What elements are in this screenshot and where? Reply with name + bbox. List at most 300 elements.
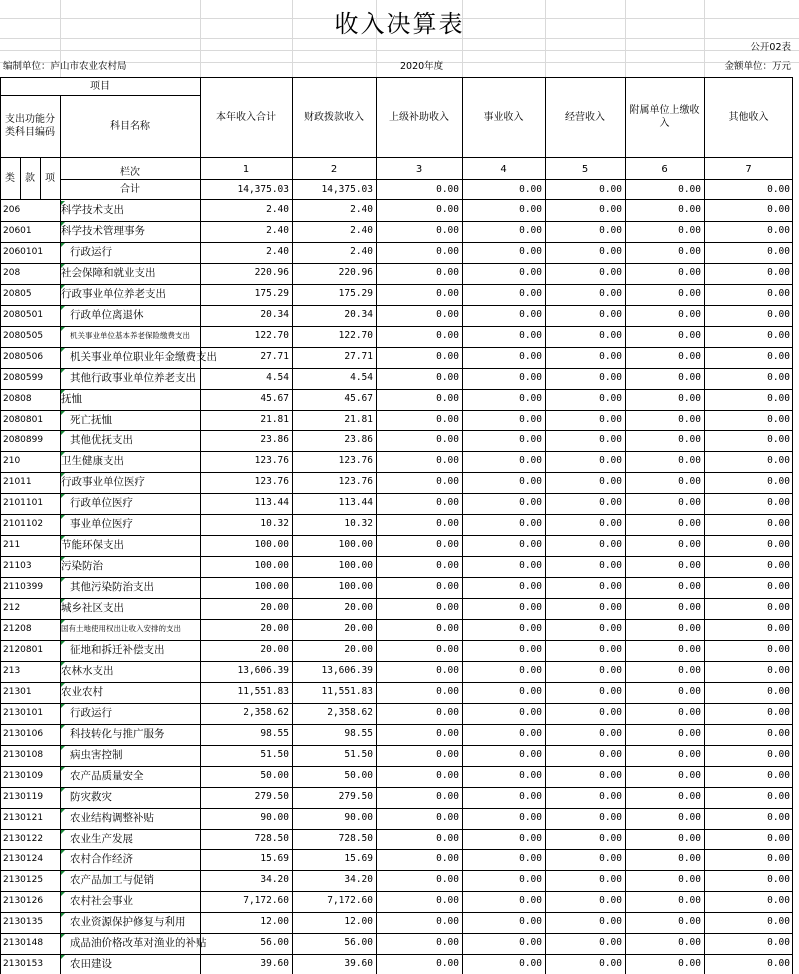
cell-note-marker (61, 327, 65, 331)
row-value-col-6: 0.00 (678, 602, 701, 614)
row-subject-name: 卫生健康支出 (61, 455, 124, 468)
row-value-col-5: 0.00 (599, 476, 622, 488)
row-value-col-1: 10.32 (260, 518, 289, 530)
cell-note-marker (61, 306, 65, 310)
row-value-col-2: 13,606.39 (321, 664, 373, 676)
amount-unit: 金额单位：万元 (724, 61, 791, 72)
row-value-col-7: 0.00 (767, 832, 790, 844)
row-value-col-4: 0.00 (519, 643, 542, 655)
row-value-col-3: 0.00 (436, 937, 459, 949)
row-subject-name: 农产品质量安全 (70, 769, 144, 782)
cell-note-marker (61, 201, 65, 205)
row-value-col-6: 0.00 (678, 455, 701, 467)
row-value-col-1: 27.71 (260, 350, 289, 362)
row-value-col-1: 100.00 (254, 539, 289, 551)
row-subject-name: 行政事业单位养老支出 (61, 287, 166, 300)
row-code: 2130108 (3, 749, 44, 760)
row-value-col-5: 0.00 (599, 497, 622, 509)
row-value-col-6: 0.00 (678, 497, 701, 509)
row-value-col-3: 0.00 (436, 371, 459, 383)
row-value-col-3: 0.00 (436, 245, 459, 257)
row-value-col-7: 0.00 (767, 392, 790, 404)
row-value-col-5: 0.00 (599, 769, 622, 781)
row-code: 2101101 (3, 498, 44, 509)
row-value-col-3: 0.00 (436, 455, 459, 467)
row-value-col-7: 0.00 (767, 560, 790, 572)
row-value-col-6: 0.00 (678, 560, 701, 572)
row-value-col-1: 100.00 (254, 560, 289, 572)
row-subject-name: 事业单位医疗 (70, 518, 133, 531)
row-value-col-5: 0.00 (599, 916, 622, 928)
row-value-col-5: 0.00 (599, 832, 622, 844)
row-subject-name: 科学技术支出 (61, 204, 124, 216)
row-value-col-3: 0.00 (436, 539, 459, 551)
row-value-col-1: 220.96 (254, 266, 289, 278)
row-value-col-1: 113.44 (254, 497, 289, 509)
col-header-affiliated-remittance: 附属单位上缴收入 (629, 105, 700, 129)
row-value-col-7: 0.00 (767, 413, 790, 425)
row-value-col-5: 0.00 (599, 224, 622, 236)
row-value-col-6: 0.00 (678, 308, 701, 320)
row-value-col-1: 2.40 (266, 245, 289, 257)
row-value-col-5: 0.00 (599, 560, 622, 572)
row-value-col-4: 0.00 (519, 204, 542, 215)
row-value-col-5: 0.00 (599, 455, 622, 467)
cell-note-marker (61, 830, 65, 834)
row-value-col-2: 279.50 (338, 790, 373, 802)
row-code: 2130125 (3, 875, 44, 886)
row-value-col-5: 0.00 (599, 790, 622, 802)
row-value-col-1: 39.60 (260, 958, 289, 970)
row-value-col-2: 123.76 (338, 476, 373, 488)
row-subject-name: 社会保障和就业支出 (61, 266, 156, 279)
row-value-col-2: 123.76 (338, 455, 373, 467)
row-value-col-7: 0.00 (767, 958, 790, 970)
reporting-unit: 编制单位：庐山市农业农村局 (3, 61, 127, 72)
row-value-col-3: 0.00 (436, 874, 459, 886)
row-subject-name: 农产品加工与促销 (70, 874, 154, 887)
cell-note-marker (61, 788, 65, 792)
row-value-col-4: 0.00 (519, 916, 542, 928)
row-value-col-4: 0.00 (519, 392, 542, 404)
row-value-col-4: 0.00 (519, 811, 542, 823)
row-value-col-5: 0.00 (599, 685, 622, 697)
row-value-col-5: 0.00 (599, 329, 622, 341)
row-value-col-7: 0.00 (767, 706, 790, 718)
row-value-col-4: 0.00 (519, 476, 542, 488)
row-value-col-1: 122.70 (254, 329, 289, 341)
row-value-col-4: 0.00 (519, 497, 542, 509)
cell-note-marker (61, 243, 65, 247)
row-value-col-3: 0.00 (436, 727, 459, 739)
row-value-col-2: 21.81 (344, 413, 373, 425)
row-value-col-1: 90.00 (260, 811, 289, 823)
row-code: 2130126 (3, 896, 44, 907)
row-subject-name: 行政运行 (70, 706, 112, 719)
row-value-col-3: 0.00 (436, 916, 459, 928)
row-value-col-7: 0.00 (767, 727, 790, 739)
cell-note-marker (61, 620, 65, 624)
row-value-col-1: 11,551.83 (237, 685, 289, 697)
row-value-col-5: 0.00 (599, 266, 622, 278)
row-value-col-2: 175.29 (338, 287, 373, 299)
row-value-col-7: 0.00 (767, 434, 790, 446)
cell-note-marker (61, 222, 65, 226)
row-value-col-1: 20.00 (260, 602, 289, 614)
report-title: 收入决算表 (334, 10, 465, 38)
row-subject-name: 行政单位医疗 (70, 497, 133, 510)
row-value-col-2: 45.67 (344, 392, 373, 404)
row-value-col-4: 0.00 (519, 832, 542, 844)
row-value-col-3: 0.00 (436, 602, 459, 614)
cell-note-marker (61, 892, 65, 896)
row-value-col-1: 12.00 (260, 916, 289, 928)
row-value-col-6: 0.00 (678, 958, 701, 970)
cell-note-marker (61, 264, 65, 268)
row-value-col-1: 279.50 (254, 790, 289, 802)
row-value-col-6: 0.00 (678, 539, 701, 551)
header-item-level: 项 (45, 172, 55, 184)
row-value-col-4: 0.00 (519, 266, 542, 278)
row-value-col-3: 0.00 (436, 790, 459, 802)
row-value-col-1: 50.00 (260, 769, 289, 781)
row-value-col-3: 0.00 (436, 664, 459, 676)
row-value-col-6: 0.00 (678, 832, 701, 844)
row-value-col-6: 0.00 (678, 204, 701, 215)
row-value-col-5: 0.00 (599, 308, 622, 320)
income-table (0, 77, 793, 971)
row-value-col-5: 0.00 (599, 245, 622, 257)
row-value-col-4: 0.00 (519, 706, 542, 718)
row-value-col-2: 23.86 (344, 434, 373, 446)
row-code: 208 (3, 267, 21, 278)
row-value-col-2: 56.00 (344, 937, 373, 949)
row-value-col-1: 4.54 (266, 371, 289, 383)
row-subject-name: 行政事业单位医疗 (61, 476, 145, 489)
row-value-col-5: 0.00 (599, 664, 622, 676)
cell-note-marker (61, 641, 65, 645)
row-value-col-4: 0.00 (519, 518, 542, 530)
row-value-col-4: 0.00 (519, 329, 542, 341)
row-value-col-7: 0.00 (767, 308, 790, 320)
row-value-col-4: 0.00 (519, 602, 542, 614)
row-value-col-6: 0.00 (678, 413, 701, 425)
row-value-col-6: 0.00 (678, 853, 701, 865)
total-value-col-1: 14,375.03 (237, 184, 289, 195)
row-value-col-3: 0.00 (436, 308, 459, 320)
row-value-col-5: 0.00 (599, 539, 622, 551)
row-value-col-3: 0.00 (436, 560, 459, 572)
row-value-col-5: 0.00 (599, 204, 622, 215)
row-code: 2130119 (3, 791, 44, 802)
row-value-col-3: 0.00 (436, 623, 459, 634)
row-value-col-7: 0.00 (767, 748, 790, 760)
row-code: 21301 (3, 686, 32, 697)
row-value-col-5: 0.00 (599, 811, 622, 823)
row-value-col-4: 0.00 (519, 308, 542, 320)
row-value-col-3: 0.00 (436, 643, 459, 655)
row-value-col-2: 51.50 (344, 748, 373, 760)
row-value-col-7: 0.00 (767, 518, 790, 530)
row-value-col-7: 0.00 (767, 811, 790, 823)
total-value-col-4: 0.00 (519, 184, 542, 195)
row-value-col-5: 0.00 (599, 287, 622, 299)
row-code: 2130153 (3, 959, 44, 970)
row-value-col-6: 0.00 (678, 685, 701, 697)
row-value-col-7: 0.00 (767, 643, 790, 655)
row-value-col-6: 0.00 (678, 329, 701, 341)
row-value-col-1: 123.76 (254, 455, 289, 467)
cell-note-marker (61, 557, 65, 561)
cell-note-marker (61, 662, 65, 666)
row-value-col-2: 100.00 (338, 560, 373, 572)
row-code: 2080899 (3, 435, 44, 446)
cell-note-marker (61, 934, 65, 938)
row-value-col-4: 0.00 (519, 790, 542, 802)
row-value-col-2: 113.44 (338, 497, 373, 509)
row-value-col-1: 51.50 (260, 748, 289, 760)
row-value-col-6: 0.00 (678, 224, 701, 236)
total-value-col-5: 0.00 (599, 184, 622, 195)
row-value-col-5: 0.00 (599, 937, 622, 949)
row-code: 2130109 (3, 770, 44, 781)
row-value-col-1: 13,606.39 (237, 664, 289, 676)
col-number-3: 3 (415, 163, 423, 175)
row-value-col-1: 2.40 (266, 204, 289, 215)
cell-note-marker (61, 704, 65, 708)
header-function-code: 支出功能分类科目编码 (5, 114, 55, 138)
row-value-col-2: 50.00 (344, 769, 373, 781)
row-subject-name: 污染防治 (61, 560, 103, 573)
row-value-col-7: 0.00 (767, 287, 790, 299)
col-header-superior-subsidy: 上级补助收入 (389, 111, 449, 123)
row-value-col-4: 0.00 (519, 769, 542, 781)
row-value-col-4: 0.00 (519, 727, 542, 739)
row-value-col-7: 0.00 (767, 371, 790, 383)
row-value-col-4: 0.00 (519, 853, 542, 865)
row-code: 2080501 (3, 309, 44, 320)
row-value-col-6: 0.00 (678, 518, 701, 530)
row-code: 2060101 (3, 246, 44, 257)
row-value-col-7: 0.00 (767, 497, 790, 509)
row-value-col-4: 0.00 (519, 685, 542, 697)
row-value-col-7: 0.00 (767, 350, 790, 362)
row-code: 212 (3, 603, 21, 614)
row-value-col-6: 0.00 (678, 895, 701, 907)
row-value-col-6: 0.00 (678, 937, 701, 949)
row-code: 20805 (3, 288, 32, 299)
row-value-col-2: 100.00 (338, 581, 373, 593)
row-value-col-6: 0.00 (678, 245, 701, 257)
col-header-other-income: 其他收入 (728, 111, 769, 123)
row-subject-name: 科学技术管理事务 (61, 224, 145, 237)
row-value-col-1: 21.81 (260, 413, 289, 425)
row-value-col-5: 0.00 (599, 727, 622, 739)
row-value-col-2: 100.00 (338, 539, 373, 551)
row-value-col-2: 122.70 (338, 329, 373, 341)
row-value-col-4: 0.00 (519, 560, 542, 572)
row-code: 2130135 (3, 917, 44, 928)
row-value-col-4: 0.00 (519, 224, 542, 236)
row-code: 2130148 (3, 938, 44, 949)
row-code: 21208 (3, 624, 32, 634)
row-value-col-2: 11,551.83 (321, 685, 373, 697)
row-value-col-6: 0.00 (678, 811, 701, 823)
row-value-col-3: 0.00 (436, 895, 459, 907)
cell-note-marker (61, 515, 65, 519)
col-header-annual-total: 本年收入合计 (216, 111, 276, 123)
row-value-col-1: 15.69 (260, 853, 289, 865)
row-value-col-1: 34.20 (260, 874, 289, 886)
row-value-col-5: 0.00 (599, 958, 622, 970)
row-subject-name: 机关事业单位职业年金缴费支出 (70, 350, 217, 363)
row-value-col-3: 0.00 (436, 392, 459, 404)
row-value-col-2: 2.40 (350, 204, 373, 215)
row-value-col-3: 0.00 (436, 706, 459, 718)
row-value-col-1: 23.86 (260, 434, 289, 446)
header-total: 合计 (120, 183, 140, 195)
row-value-col-7: 0.00 (767, 602, 790, 614)
cell-note-marker (61, 683, 65, 687)
row-value-col-7: 0.00 (767, 874, 790, 886)
cell-note-marker (61, 452, 65, 456)
row-code: 2130122 (3, 833, 44, 844)
row-value-col-7: 0.00 (767, 224, 790, 236)
row-value-col-3: 0.00 (436, 497, 459, 509)
row-value-col-2: 20.00 (344, 643, 373, 655)
row-value-col-3: 0.00 (436, 204, 459, 215)
row-value-col-6: 0.00 (678, 392, 701, 404)
form-number: 公开02表 (750, 42, 791, 53)
row-subject-name: 病虫害控制 (70, 748, 123, 761)
col-header-fiscal-appropriation: 财政拨款收入 (304, 111, 364, 123)
row-code: 20601 (3, 225, 32, 236)
row-value-col-4: 0.00 (519, 371, 542, 383)
row-code: 2080599 (3, 372, 44, 383)
cell-note-marker (61, 599, 65, 603)
col-number-7: 7 (745, 163, 752, 175)
row-value-col-7: 0.00 (767, 245, 790, 257)
row-value-col-4: 0.00 (519, 350, 542, 362)
row-value-col-7: 0.00 (767, 916, 790, 928)
cell-note-marker (61, 369, 65, 373)
row-value-col-2: 34.20 (344, 874, 373, 886)
row-value-col-2: 20.00 (344, 623, 373, 634)
cell-note-marker (61, 746, 65, 750)
row-value-col-1: 98.55 (260, 727, 289, 739)
row-value-col-4: 0.00 (519, 895, 542, 907)
cell-note-marker (61, 285, 65, 289)
row-subject-name: 其他优抚支出 (70, 434, 133, 447)
row-value-col-4: 0.00 (519, 287, 542, 299)
row-value-col-3: 0.00 (436, 958, 459, 970)
row-value-col-3: 0.00 (436, 224, 459, 236)
row-value-col-2: 98.55 (344, 727, 373, 739)
row-code: 211 (3, 540, 21, 551)
row-value-col-1: 175.29 (254, 287, 289, 299)
row-value-col-4: 0.00 (519, 413, 542, 425)
row-value-col-2: 2,358.62 (327, 706, 373, 718)
row-code: 20808 (3, 393, 32, 404)
row-value-col-5: 0.00 (599, 602, 622, 614)
cell-note-marker (61, 955, 65, 959)
cell-note-marker (61, 390, 65, 394)
row-code: 21103 (3, 561, 32, 572)
row-value-col-6: 0.00 (678, 664, 701, 676)
row-value-col-1: 45.67 (260, 392, 289, 404)
row-value-col-1: 20.00 (260, 623, 289, 634)
row-value-col-5: 0.00 (599, 413, 622, 425)
cell-note-marker (61, 536, 65, 540)
row-value-col-7: 0.00 (767, 937, 790, 949)
row-value-col-7: 0.00 (767, 895, 790, 907)
row-value-col-7: 0.00 (767, 581, 790, 593)
row-subject-name: 机关事业单位基本养老保险缴费支出 (70, 330, 190, 340)
row-code: 2080801 (3, 414, 44, 425)
cell-note-marker (61, 913, 65, 917)
row-subject-name: 其他行政事业单位养老支出 (70, 371, 196, 384)
row-value-col-1: 2,358.62 (243, 706, 289, 718)
row-value-col-3: 0.00 (436, 811, 459, 823)
row-value-col-1: 728.50 (254, 832, 289, 844)
row-subject-name: 行政单位离退休 (70, 308, 144, 321)
row-value-col-1: 20.00 (260, 643, 289, 655)
row-code: 2080505 (3, 330, 44, 341)
row-subject-name: 成品油价格改革对渔业的补贴 (70, 937, 207, 950)
row-subject-name: 科技转化与推广服务 (70, 727, 165, 740)
row-value-col-6: 0.00 (678, 748, 701, 760)
row-value-col-5: 0.00 (599, 706, 622, 718)
row-value-col-5: 0.00 (599, 434, 622, 446)
row-value-col-1: 2.40 (266, 224, 289, 236)
row-value-col-5: 0.00 (599, 623, 622, 634)
row-value-col-3: 0.00 (436, 434, 459, 446)
cell-note-marker (61, 850, 65, 854)
row-subject-name: 农业资源保护修复与利用 (70, 916, 186, 929)
row-code: 21011 (3, 477, 32, 488)
row-value-col-2: 27.71 (344, 350, 373, 362)
row-value-col-2: 12.00 (344, 916, 373, 928)
row-subject-name: 死亡抚恤 (70, 413, 112, 426)
row-value-col-1: 123.76 (254, 476, 289, 488)
row-subject-name: 农业结构调整补贴 (70, 811, 154, 824)
row-value-col-3: 0.00 (436, 853, 459, 865)
row-value-col-5: 0.00 (599, 643, 622, 655)
row-subject-name: 国有土地使用权出让收入安排的支出 (61, 624, 181, 633)
row-value-col-5: 0.00 (599, 392, 622, 404)
row-subject-name: 农村合作经济 (70, 853, 133, 866)
row-value-col-1: 20.34 (260, 308, 289, 320)
row-value-col-3: 0.00 (436, 832, 459, 844)
row-value-col-1: 56.00 (260, 937, 289, 949)
header-column-index: 栏次 (120, 166, 140, 178)
row-code: 206 (3, 205, 21, 215)
row-value-col-4: 0.00 (519, 581, 542, 593)
row-value-col-3: 0.00 (436, 518, 459, 530)
row-value-col-7: 0.00 (767, 455, 790, 467)
row-value-col-6: 0.00 (678, 706, 701, 718)
row-value-col-7: 0.00 (767, 853, 790, 865)
cell-note-marker (61, 578, 65, 582)
row-value-col-5: 0.00 (599, 371, 622, 383)
row-value-col-5: 0.00 (599, 895, 622, 907)
row-value-col-7: 0.00 (767, 204, 790, 215)
row-value-col-2: 4.54 (350, 371, 373, 383)
total-value-col-7: 0.00 (767, 184, 790, 195)
row-subject-name: 抚恤 (61, 392, 82, 405)
row-value-col-6: 0.00 (678, 434, 701, 446)
row-code: 213 (3, 665, 21, 676)
